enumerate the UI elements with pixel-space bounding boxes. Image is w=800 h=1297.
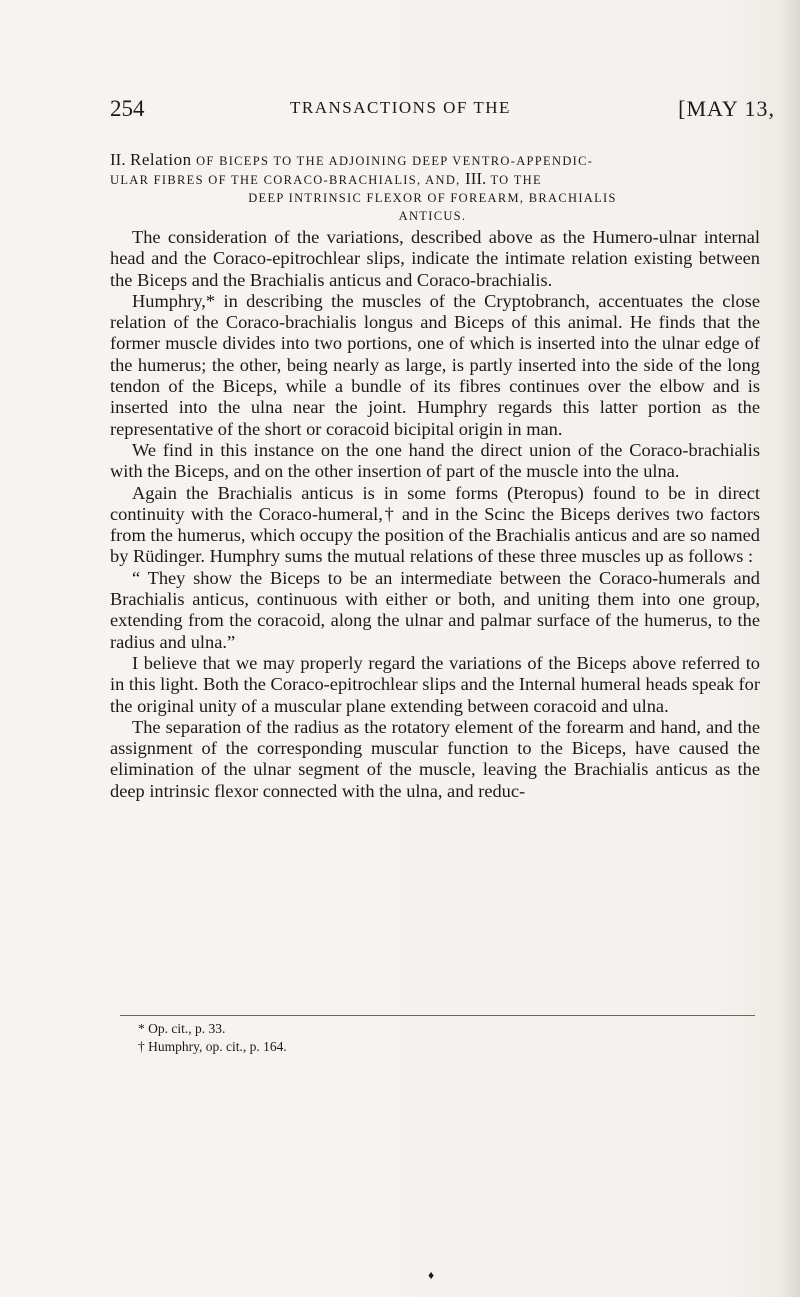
heading-line-1-rest: OF BICEPS TO THE ADJOINING DEEP VENTRO-APPENDIC-: [196, 154, 594, 168]
heading-line-3: DEEP INTRINSIC FLEXOR OF FOREARM, BRACHIALIS: [248, 191, 617, 205]
footnote: * Op. cit., p. 33.: [138, 1021, 226, 1036]
paragraph: I believe that we may properly regard the variations of the Biceps above referred to in this light. Both the Coraco-epitrochlear slips and the Internal humeral heads speak for the original unity of a muscular plane extending between coracoid and ulna.: [110, 652, 760, 716]
paragraph: Humphry,* in describing the muscles of the Cryptobranch, accentuates the close relation of the Coraco-brachialis longus and Biceps of this animal. He finds that the former muscle divides into two portions, one of which is inserted into the ulnar edge of the humerus; the other, being nearly as large, is partly inserted into the side of the long tendon of the Biceps, while a bundle of its fibres continues over the elbow and is inserted into the ulna near the joint. Humphry regards this latter portion as the representative of the short or coracoid bicipital origin in man.: [110, 290, 760, 439]
heading-line-2-part-2: TO THE: [490, 173, 542, 187]
paragraph: Again the Brachialis anticus is in some forms (Pteropus) found to be in direct continuity with the Coraco-humeral,† and in the Scinc the Biceps derives two factors from the humerus, which occupy the position of the Brachialis anticus and are so named by Rüdinger. Humphry sums the mutual relations of these three muscles up as follows :: [110, 482, 760, 567]
section-heading: [110, 151, 755, 225]
heading-line-2: [110, 170, 755, 189]
heading-line-4: ANTICUS.: [398, 209, 467, 223]
header-date: [MAY 13,: [678, 96, 775, 121]
heading-numeral: II.: [110, 150, 126, 169]
running-title: TRANSACTIONS OF THE: [290, 98, 511, 117]
quotation-paragraph: “ They show the Biceps to be an intermediate between the Coraco-humerals and Brachialis anticus, continuous with either or both, and uniting them into one group, extending from the coracoid, along the ulnar and palmar surface of the humerus, to the radius and ulna.”: [110, 567, 760, 652]
footnote-rule: [120, 1015, 755, 1016]
paragraph: We find in this instance on the one hand the direct union of the Coraco-brachialis with the Biceps, and on the other insertion of part of the muscle into the ulna.: [110, 439, 760, 482]
page-number: 254: [110, 96, 145, 121]
footnote: † Humphry, op. cit., p. 164.: [138, 1039, 287, 1054]
body-text: [110, 227, 760, 802]
paragraph: The consideration of the variations, described above as the Humero-ulnar internal head and the Coraco-epitrochlear slips, indicate the intimate relation existing between the Biceps and the Brachialis anticus and Coraco-brachialis.: [110, 227, 760, 290]
heading-first-word: Relation: [130, 150, 192, 169]
heading-line-1: [110, 151, 755, 170]
heading-numeral-2: III.: [465, 169, 487, 188]
printer-mark: ♦: [428, 1268, 435, 1282]
page-edge-shadow: [782, 0, 800, 1297]
running-header: [110, 96, 775, 130]
heading-line-2-part-1: ULAR FIBRES OF THE CORACO-BRACHIALIS, AND,: [110, 173, 461, 187]
paragraph: The separation of the radius as the rotatory element of the forearm and hand, and the assignment of the corresponding muscular function to the Biceps, have caused the elimination of the ulnar segment of the muscle, leaving the Brachialis anticus as the deep intrinsic flexor connected with the ulna, and reduc-: [110, 716, 760, 801]
footnotes: [138, 1020, 738, 1056]
